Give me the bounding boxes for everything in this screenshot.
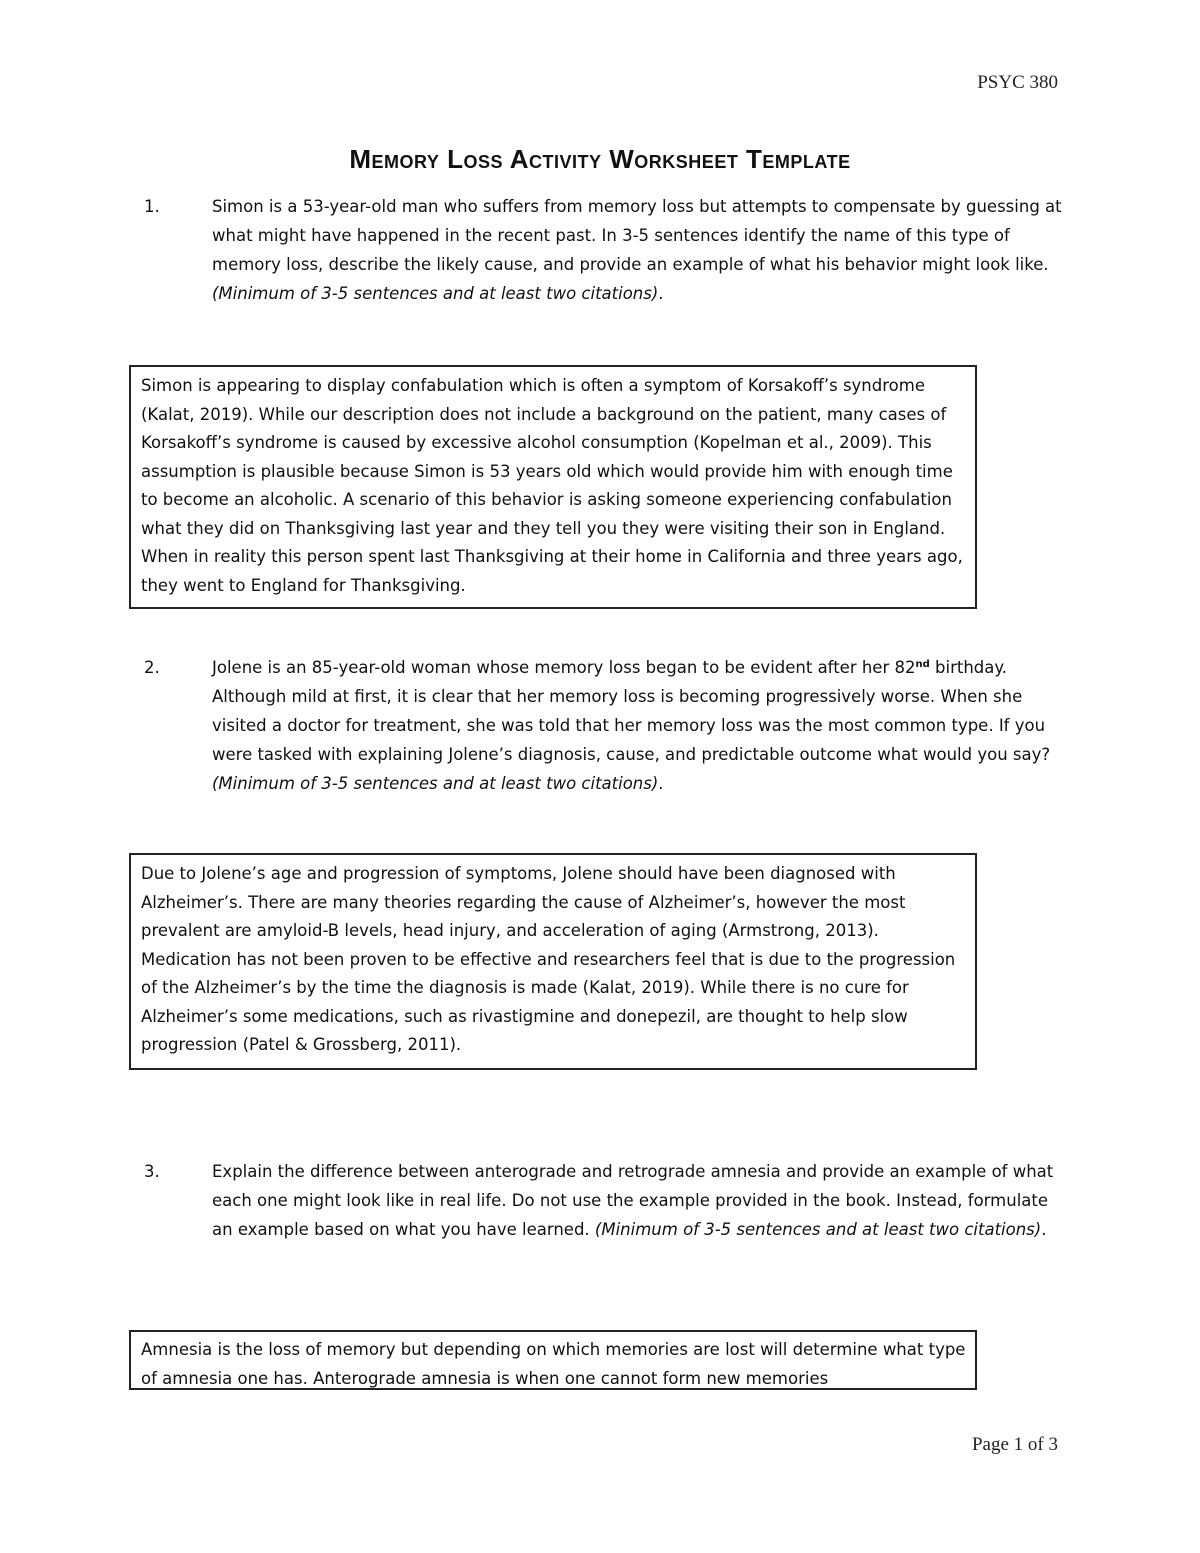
prompt-text: Simon is a 53-year-old man who suffers from memory loss but attempts to compensate by guessing at what might have happened in the recent past. In 3-5 sentences identify the name of this type of memory loss, describe the likely cause, and provide an example of what his behavior might look like. — [212, 197, 1062, 274]
question-number: 3. — [144, 1162, 160, 1181]
prompt-text: Explain the difference between anterograde and retrograde amnesia and provide an example of what each one might look like in real life. Do not use the example provided in the book. Instead, formulate an example based on what you have learned. — [212, 1162, 1054, 1239]
answer-box-1 — [129, 365, 977, 609]
answer-text: Simon is appearing to display confabulation which is often a symptom of Korsakoff’s syndrome (Kalat, 2019). While our description does not include a background on the patient, many cases of Korsakoff’s syndrome is caused by excessive alcohol consumption (Kopelman et al., 2009). This assumption is plausible because Simon is 53 years old which would provide him with enough time to become an alcoholic. A scenario of this behavior is asking someone experiencing confabulation what they did on Thanksgiving last year and they tell you they were visiting their son in England. When in reality this person spent last Thanksgiving at their home in California and three years ago, they went to England for Thanksgiving. — [141, 376, 963, 595]
question-2 — [144, 653, 1064, 798]
question-3 — [144, 1157, 1064, 1244]
prompt-note: (Minimum of 3-5 sentences and at least two citations) — [594, 1220, 1042, 1239]
prompt-text: Jolene is an 85-year-old woman whose memory loss began to be evident after her 82 — [212, 658, 916, 677]
question-1 — [144, 192, 1064, 308]
answer-box-3 — [129, 1330, 977, 1390]
question-prompt — [212, 192, 1064, 308]
prompt-text-continued: birthday. Although mild at first, it is clear that her memory loss is becoming progressively worse. When she visited a doctor for treatment, she was told that her memory loss was the most common type. If you were tasked with explaining Jolene’s diagnosis, cause, and predictable outcome what would you say? — [212, 658, 1051, 764]
answer-box-2 — [129, 853, 977, 1070]
question-number: 1. — [144, 197, 160, 216]
page-title: Memory Loss Activity Worksheet Template — [349, 144, 851, 174]
prompt-note: (Minimum of 3-5 sentences and at least two citations) — [212, 774, 659, 793]
prompt-end: . — [658, 284, 664, 303]
question-prompt — [212, 653, 1064, 798]
prompt-end: . — [1041, 1220, 1047, 1239]
ordinal-suffix: nd — [915, 659, 930, 670]
question-number: 2. — [144, 658, 160, 677]
answer-text: Amnesia is the loss of memory but depending on which memories are lost will determine what type of amnesia one has. Anterograde amnesia is when one cannot form new memories — [141, 1340, 966, 1388]
question-prompt — [212, 1157, 1064, 1244]
prompt-end: . — [658, 774, 664, 793]
page-number: Page 1 of 3 — [971, 1434, 1058, 1455]
answer-text: Due to Jolene’s age and progression of symptoms, Jolene should have been diagnosed with Alzheimer’s. There are many theories regarding the cause of Alzheimer’s, however the most prevalent are amyloid-B levels, head injury, and acceleration of aging (Armstrong, 2013). Medication has not been proven to be effective and researchers feel that is due to the progression of the Alzheimer’s by the time the diagnosis is made (Kalat, 2019). While there is no cure for Alzheimer’s some medications, such as rivastigmine and donepezil, are thought to help slow progression (Patel & Grossberg, 2011). — [141, 864, 956, 1054]
prompt-note: (Minimum of 3-5 sentences and at least two citations) — [212, 284, 659, 303]
header-course-code: PSYC 380 — [977, 72, 1058, 93]
